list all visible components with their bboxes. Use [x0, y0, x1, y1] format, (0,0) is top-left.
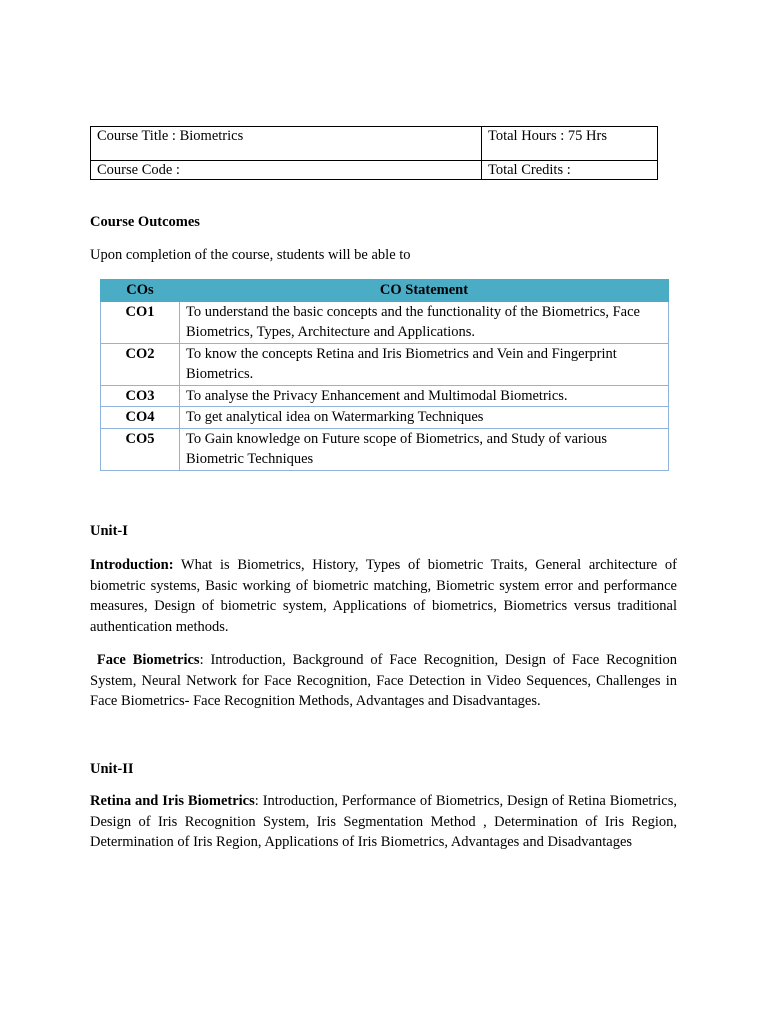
course-info-row: [91, 161, 658, 180]
co-statement: To understand the basic concepts and the functionality of the Biometrics, Face Biometrics, Types, Architecture and Applications.: [180, 301, 669, 343]
unit-2-retina-iris-paragraph: [90, 791, 677, 853]
total-credits-cell: Total Credits :: [482, 161, 658, 180]
course-info-row: [91, 127, 658, 161]
unit-1-introduction-paragraph: [90, 555, 677, 637]
co-table-header-row: [101, 280, 669, 302]
course-info-table: [90, 126, 658, 180]
introduction-body: What is Biometrics, History, Types of biometric Traits, General architecture of biometric systems, Basic working of biometric matching, Biometric system error and performance measures, Design of biometric system, Applications of biometrics, Biometrics versus traditional authentication methods.: [90, 557, 677, 635]
co-id: CO2: [101, 343, 180, 385]
co-row: [101, 407, 669, 429]
introduction-title: Introduction:: [90, 557, 174, 573]
co-id: CO4: [101, 407, 180, 429]
co-statement: To know the concepts Retina and Iris Biometrics and Vein and Fingerprint Biometrics.: [180, 343, 669, 385]
course-code-cell: Course Code :: [91, 161, 482, 180]
unit-1-heading: Unit-I: [90, 523, 128, 539]
co-row: [101, 301, 669, 343]
co-id: CO3: [101, 385, 180, 407]
retina-iris-title: Retina and Iris Biometrics: [90, 793, 255, 809]
co-statement: To analyse the Privacy Enhancement and Multimodal Biometrics.: [180, 385, 669, 407]
unit-1-face-biometrics-paragraph: [90, 650, 677, 712]
face-biometrics-body: : Introduction, Background of Face Recognition, Design of Face Recognition System, Neural Network for Face Recognition, Face Detection in Video Sequences, Challenges in Face Biometrics- Face Recognition Methods, Advantages and Disadvantages.: [90, 652, 677, 709]
retina-iris-body: : Introduction, Performance of Biometrics, Design of Retina Biometrics, Design of Iris Recognition System, Iris Segmentation Method , Determination of Iris Region, Determination of Iris Region, Applications of Iris Biometrics, Advantages and Disadvantages: [90, 793, 678, 850]
co-row: [101, 428, 669, 470]
co-id: CO5: [101, 428, 180, 470]
course-outcomes-intro: Upon completion of the course, students will be able to: [90, 247, 411, 263]
cos-column-header: COs: [101, 280, 180, 302]
co-row: [101, 385, 669, 407]
course-outcomes-heading: Course Outcomes: [90, 214, 200, 230]
face-biometrics-title: Face Biometrics: [90, 652, 200, 668]
co-statement: To Gain knowledge on Future scope of Biometrics, and Study of various Biometric Techniques: [180, 428, 669, 470]
co-statement: To get analytical idea on Watermarking Techniques: [180, 407, 669, 429]
unit-2-heading: Unit-II: [90, 761, 134, 777]
total-hours-cell: Total Hours : 75 Hrs: [482, 127, 658, 161]
co-row: [101, 343, 669, 385]
co-id: CO1: [101, 301, 180, 343]
course-title-cell: Course Title : Biometrics: [91, 127, 482, 161]
co-statement-column-header: CO Statement: [180, 280, 669, 302]
course-outcomes-table: [100, 279, 669, 471]
